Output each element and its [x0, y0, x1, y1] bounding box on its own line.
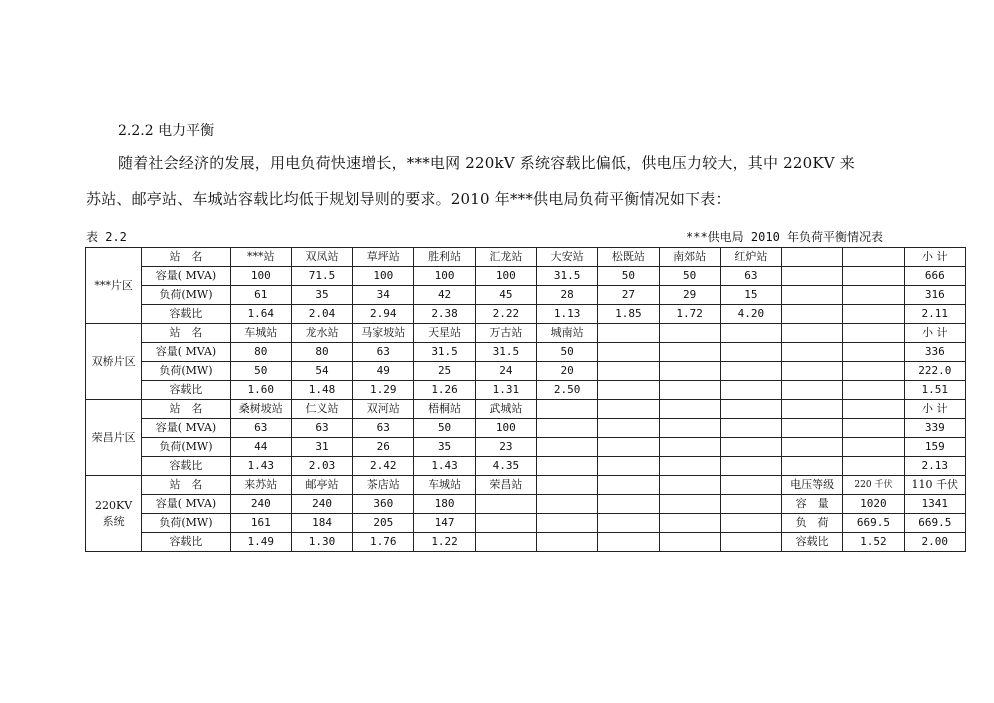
data-cell: 车城站 — [414, 476, 475, 495]
data-cell — [475, 533, 536, 552]
data-cell — [843, 362, 904, 381]
data-cell: 28 — [536, 286, 597, 305]
data-cell — [598, 324, 659, 343]
data-cell: 桑树坡站 — [230, 400, 291, 419]
data-cell: 29 — [659, 286, 720, 305]
data-cell — [843, 248, 904, 267]
region-name-cell: 荣昌片区 — [86, 400, 142, 476]
data-cell — [843, 419, 904, 438]
data-cell: 2.13 — [904, 457, 965, 476]
data-cell — [720, 381, 781, 400]
table-row — [86, 324, 966, 343]
data-cell: 2.50 — [536, 381, 597, 400]
data-cell: 49 — [353, 362, 414, 381]
data-cell — [720, 419, 781, 438]
data-cell: 1.85 — [598, 305, 659, 324]
data-cell — [843, 343, 904, 362]
table-row — [86, 419, 966, 438]
data-cell: 红炉站 — [720, 248, 781, 267]
data-cell: 1.29 — [353, 381, 414, 400]
data-cell: 184 — [291, 514, 352, 533]
data-cell: 31 — [291, 438, 352, 457]
data-cell: 42 — [414, 286, 475, 305]
row-label-cell: 站 名 — [142, 248, 230, 267]
data-cell: 城南站 — [536, 324, 597, 343]
data-cell: 159 — [904, 438, 965, 457]
data-cell: 205 — [353, 514, 414, 533]
data-cell: 100 — [475, 419, 536, 438]
data-cell: 武城站 — [475, 400, 536, 419]
row-label-cell: 容量( MVA) — [142, 343, 230, 362]
region-name-cell: 双桥片区 — [86, 324, 142, 400]
row-label-cell: 容载比 — [142, 305, 230, 324]
data-cell: 180 — [414, 495, 475, 514]
table-row — [86, 381, 966, 400]
data-cell — [782, 324, 843, 343]
data-cell — [720, 324, 781, 343]
data-cell: 336 — [904, 343, 965, 362]
data-cell: 80 — [230, 343, 291, 362]
data-cell: 31.5 — [475, 343, 536, 362]
data-cell: 35 — [414, 438, 475, 457]
data-cell — [659, 476, 720, 495]
data-cell: 负 荷 — [782, 514, 843, 533]
data-cell — [782, 419, 843, 438]
data-cell — [843, 324, 904, 343]
data-cell — [598, 400, 659, 419]
data-cell — [843, 286, 904, 305]
data-cell: 31.5 — [414, 343, 475, 362]
table-row — [86, 248, 966, 267]
paragraph-line-1: 随着社会经济的发展，用电负荷快速增长，***电网 220kV 系统容载比偏低，供电压力较大，其中 220KV 来 — [118, 154, 855, 172]
data-cell: 1.31 — [475, 381, 536, 400]
data-cell: 147 — [414, 514, 475, 533]
data-cell: 220 千伏 — [843, 476, 904, 495]
data-cell — [782, 305, 843, 324]
data-cell: 1.60 — [230, 381, 291, 400]
data-cell: 1.52 — [843, 533, 904, 552]
data-cell — [536, 533, 597, 552]
data-cell: 15 — [720, 286, 781, 305]
data-cell: 容载比 — [782, 533, 843, 552]
data-cell: 大安站 — [536, 248, 597, 267]
table-row — [86, 438, 966, 457]
table-row — [86, 267, 966, 286]
table-row — [86, 533, 966, 552]
data-cell: 61 — [230, 286, 291, 305]
data-cell — [659, 419, 720, 438]
data-cell — [659, 533, 720, 552]
paragraph-line-2: 苏站、邮亭站、车城站容载比均低于规划导则的要求。2010 年***供电局负荷平衡情况如下表： — [86, 190, 731, 208]
data-cell: 240 — [230, 495, 291, 514]
data-cell — [475, 514, 536, 533]
data-cell — [720, 457, 781, 476]
data-cell: 2.11 — [904, 305, 965, 324]
data-cell: 草坪站 — [353, 248, 414, 267]
data-cell: 天星站 — [414, 324, 475, 343]
data-cell — [598, 514, 659, 533]
data-cell: 万古站 — [475, 324, 536, 343]
data-cell — [843, 457, 904, 476]
row-label-cell: 容载比 — [142, 381, 230, 400]
table-row — [86, 400, 966, 419]
data-cell — [720, 476, 781, 495]
data-cell: 1.72 — [659, 305, 720, 324]
data-cell: 63 — [291, 419, 352, 438]
data-cell: 南郊站 — [659, 248, 720, 267]
data-cell: 2.38 — [414, 305, 475, 324]
data-cell: 316 — [904, 286, 965, 305]
data-cell: 汇龙站 — [475, 248, 536, 267]
row-label-cell: 负荷(MW) — [142, 286, 230, 305]
data-cell: 仁义站 — [291, 400, 352, 419]
data-cell: 110 千伏 — [904, 476, 965, 495]
data-cell — [843, 381, 904, 400]
data-cell: 100 — [414, 267, 475, 286]
data-cell — [659, 514, 720, 533]
table-row — [86, 343, 966, 362]
data-cell: 63 — [720, 267, 781, 286]
data-cell: 2.42 — [353, 457, 414, 476]
data-cell — [536, 438, 597, 457]
data-cell: 50 — [659, 267, 720, 286]
region-name-cell: ***片区 — [86, 248, 142, 324]
data-cell — [598, 381, 659, 400]
data-cell — [598, 438, 659, 457]
data-cell — [782, 267, 843, 286]
data-cell: 360 — [353, 495, 414, 514]
data-cell — [720, 438, 781, 457]
data-cell — [720, 533, 781, 552]
data-cell — [659, 400, 720, 419]
data-cell — [782, 362, 843, 381]
data-cell: 邮亭站 — [291, 476, 352, 495]
data-cell — [536, 457, 597, 476]
table-row — [86, 457, 966, 476]
data-cell — [720, 362, 781, 381]
data-cell: 4.20 — [720, 305, 781, 324]
data-cell: 荣昌站 — [475, 476, 536, 495]
data-cell: 1.49 — [230, 533, 291, 552]
data-cell: 669.5 — [904, 514, 965, 533]
row-label-cell: 负荷(MW) — [142, 514, 230, 533]
data-cell: 31.5 — [536, 267, 597, 286]
data-cell — [843, 438, 904, 457]
data-cell: 1.43 — [230, 457, 291, 476]
data-cell: 1.51 — [904, 381, 965, 400]
data-cell: 1.48 — [291, 381, 352, 400]
table-number: 表 2.2 — [86, 230, 127, 244]
data-cell — [782, 343, 843, 362]
table-row — [86, 495, 966, 514]
data-cell: 23 — [475, 438, 536, 457]
data-cell: 4.35 — [475, 457, 536, 476]
data-cell: 梧桐站 — [414, 400, 475, 419]
data-cell: 小 计 — [904, 400, 965, 419]
data-cell — [720, 514, 781, 533]
row-label-cell: 负荷(MW) — [142, 438, 230, 457]
data-cell: 339 — [904, 419, 965, 438]
data-cell: 来苏站 — [230, 476, 291, 495]
data-cell: 2.04 — [291, 305, 352, 324]
data-cell: 1.26 — [414, 381, 475, 400]
data-cell: 容 量 — [782, 495, 843, 514]
data-cell: 100 — [230, 267, 291, 286]
data-cell — [782, 457, 843, 476]
data-cell — [475, 495, 536, 514]
data-cell: 松既站 — [598, 248, 659, 267]
data-cell: 双凤站 — [291, 248, 352, 267]
row-label-cell: 容载比 — [142, 533, 230, 552]
data-cell — [598, 362, 659, 381]
data-cell — [782, 400, 843, 419]
region-name-cell: 220KV 系统 — [86, 476, 142, 552]
table-body — [86, 248, 966, 552]
table-title: ***供电局 2010 年负荷平衡情况表 — [686, 230, 884, 244]
data-cell: 24 — [475, 362, 536, 381]
row-label-cell: 站 名 — [142, 476, 230, 495]
data-cell: ***站 — [230, 248, 291, 267]
data-cell: 龙水站 — [291, 324, 352, 343]
data-cell: 26 — [353, 438, 414, 457]
data-cell: 车城站 — [230, 324, 291, 343]
data-cell: 27 — [598, 286, 659, 305]
data-cell: 小 计 — [904, 324, 965, 343]
data-cell: 双河站 — [353, 400, 414, 419]
row-label-cell: 容载比 — [142, 457, 230, 476]
data-cell — [843, 267, 904, 286]
table-row — [86, 305, 966, 324]
data-cell: 胜利站 — [414, 248, 475, 267]
data-cell: 240 — [291, 495, 352, 514]
data-cell — [659, 324, 720, 343]
data-cell: 666 — [904, 267, 965, 286]
row-label-cell: 站 名 — [142, 324, 230, 343]
data-cell — [782, 286, 843, 305]
data-cell: 50 — [536, 343, 597, 362]
data-cell: 茶店站 — [353, 476, 414, 495]
data-cell: 35 — [291, 286, 352, 305]
data-cell: 电压等级 — [782, 476, 843, 495]
data-cell — [598, 476, 659, 495]
data-cell — [659, 438, 720, 457]
data-cell — [536, 476, 597, 495]
load-balance-table — [85, 247, 966, 552]
row-label-cell: 容量( MVA) — [142, 495, 230, 514]
data-cell: 1341 — [904, 495, 965, 514]
data-cell — [720, 495, 781, 514]
row-label-cell: 站 名 — [142, 400, 230, 419]
data-cell — [659, 381, 720, 400]
data-cell: 1.30 — [291, 533, 352, 552]
data-cell — [598, 495, 659, 514]
data-cell — [782, 381, 843, 400]
table-row — [86, 286, 966, 305]
data-cell: 63 — [353, 419, 414, 438]
data-cell — [659, 362, 720, 381]
data-cell — [720, 343, 781, 362]
data-cell: 2.03 — [291, 457, 352, 476]
data-cell: 100 — [353, 267, 414, 286]
data-cell: 1020 — [843, 495, 904, 514]
data-cell — [782, 248, 843, 267]
data-cell — [659, 457, 720, 476]
data-cell: 1.64 — [230, 305, 291, 324]
data-cell — [843, 400, 904, 419]
data-cell: 44 — [230, 438, 291, 457]
row-label-cell: 容量( MVA) — [142, 267, 230, 286]
data-cell: 34 — [353, 286, 414, 305]
data-cell — [536, 400, 597, 419]
data-cell — [843, 305, 904, 324]
data-cell: 1.43 — [414, 457, 475, 476]
data-cell — [720, 400, 781, 419]
data-cell — [598, 343, 659, 362]
data-cell: 50 — [598, 267, 659, 286]
data-cell — [598, 533, 659, 552]
data-cell: 1.13 — [536, 305, 597, 324]
data-cell — [536, 495, 597, 514]
data-cell: 54 — [291, 362, 352, 381]
data-cell: 50 — [414, 419, 475, 438]
data-cell: 669.5 — [843, 514, 904, 533]
data-cell: 20 — [536, 362, 597, 381]
data-cell: 马家坡站 — [353, 324, 414, 343]
row-label-cell: 容量( MVA) — [142, 419, 230, 438]
data-cell: 222.0 — [904, 362, 965, 381]
data-cell: 100 — [475, 267, 536, 286]
data-cell — [659, 495, 720, 514]
data-cell: 71.5 — [291, 267, 352, 286]
data-cell: 小 计 — [904, 248, 965, 267]
data-cell: 2.00 — [904, 533, 965, 552]
row-label-cell: 负荷(MW) — [142, 362, 230, 381]
data-cell: 1.76 — [353, 533, 414, 552]
data-cell: 2.94 — [353, 305, 414, 324]
data-cell — [536, 514, 597, 533]
data-cell — [598, 457, 659, 476]
data-cell — [782, 438, 843, 457]
data-cell — [536, 419, 597, 438]
section-heading: 2.2.2 电力平衡 — [118, 123, 215, 139]
data-cell: 50 — [230, 362, 291, 381]
data-cell: 25 — [414, 362, 475, 381]
data-cell: 63 — [230, 419, 291, 438]
data-cell: 1.22 — [414, 533, 475, 552]
data-cell — [598, 419, 659, 438]
data-cell: 161 — [230, 514, 291, 533]
table-row — [86, 476, 966, 495]
table-row — [86, 514, 966, 533]
data-cell — [659, 343, 720, 362]
data-cell: 80 — [291, 343, 352, 362]
data-cell: 63 — [353, 343, 414, 362]
data-cell: 2.22 — [475, 305, 536, 324]
data-cell: 45 — [475, 286, 536, 305]
table-row — [86, 362, 966, 381]
